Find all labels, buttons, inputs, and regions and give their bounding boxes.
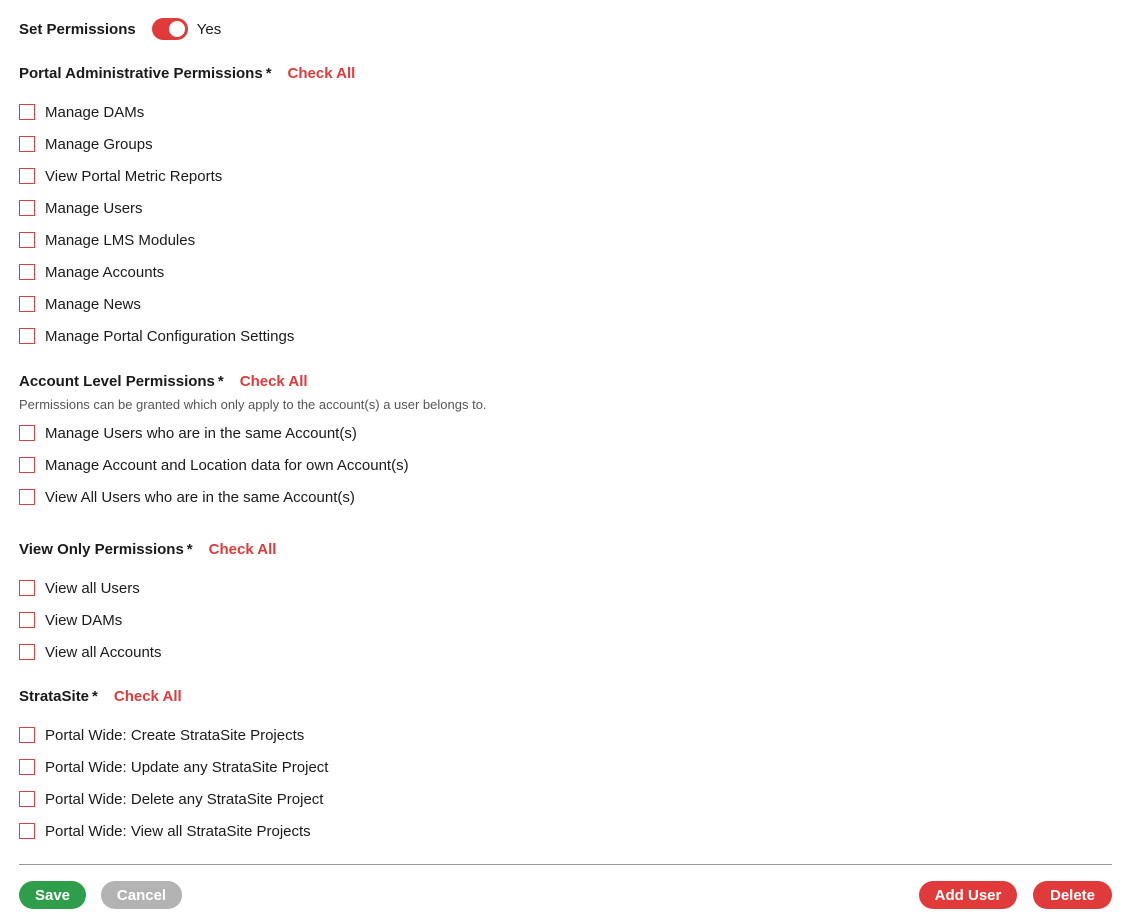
permission-item[interactable]: Manage Account and Location data for own Account(s) [19,449,487,481]
section-description: Permissions can be granted which only apply to the account(s) a user belongs to. [19,397,487,412]
section-title: StrataSite * [19,687,98,705]
permission-item[interactable]: View Portal Metric Reports [19,160,355,192]
set-permissions-label: Set Permissions [19,20,136,38]
checkbox[interactable] [19,644,35,660]
checkbox[interactable] [19,328,35,344]
set-permissions-toggle[interactable] [152,18,188,40]
checkbox[interactable] [19,791,35,807]
section-view-only [19,539,276,668]
checkbox[interactable] [19,296,35,312]
section-account-level [19,371,487,513]
checkbox[interactable] [19,759,35,775]
permission-item[interactable]: Portal Wide: Update any StrataSite Project [19,751,328,783]
footer-divider [19,864,1112,865]
permission-item[interactable]: Manage News [19,288,355,320]
checkbox[interactable] [19,168,35,184]
section-portal-admin [19,63,355,352]
delete-button[interactable]: Delete [1033,881,1112,909]
checkbox[interactable] [19,136,35,152]
add-user-button[interactable]: Add User [919,881,1017,909]
permission-item[interactable]: Manage Accounts [19,256,355,288]
checkbox[interactable] [19,823,35,839]
set-permissions-row [19,17,221,41]
checkbox[interactable] [19,457,35,473]
checkbox[interactable] [19,232,35,248]
permission-item[interactable]: View All Users who are in the same Account(s) [19,481,487,513]
checkbox[interactable] [19,200,35,216]
checkbox[interactable] [19,104,35,120]
save-button[interactable]: Save [19,881,86,909]
section-title: View Only Permissions * [19,540,193,558]
checkbox[interactable] [19,612,35,628]
check-all-link[interactable]: Check All [239,372,308,390]
permission-item[interactable]: Portal Wide: Create StrataSite Projects [19,719,328,751]
checkbox[interactable] [19,580,35,596]
permission-item[interactable]: Manage Portal Configuration Settings [19,320,355,352]
section-stratasite [19,686,328,847]
permission-item[interactable]: View all Users [19,572,276,604]
check-all-link[interactable]: Check All [287,64,356,82]
permission-item[interactable]: Portal Wide: Delete any StrataSite Project [19,783,328,815]
permission-item[interactable]: Manage DAMs [19,96,355,128]
check-all-link[interactable]: Check All [113,687,182,705]
checkbox[interactable] [19,489,35,505]
permission-item[interactable]: Manage Users [19,192,355,224]
section-title: Portal Administrative Permissions * [19,64,272,82]
permission-item[interactable]: View DAMs [19,604,276,636]
permission-item[interactable]: Portal Wide: View all StrataSite Projects [19,815,328,847]
checkbox[interactable] [19,727,35,743]
cancel-button[interactable]: Cancel [101,881,182,909]
permission-item[interactable]: Manage LMS Modules [19,224,355,256]
permission-item[interactable]: Manage Groups [19,128,355,160]
permission-item[interactable]: Manage Users who are in the same Account(s) [19,417,487,449]
checkbox[interactable] [19,264,35,280]
toggle-knob [169,21,185,37]
check-all-link[interactable]: Check All [208,540,277,558]
checkbox[interactable] [19,425,35,441]
section-title: Account Level Permissions * [19,372,224,390]
permission-item[interactable]: View all Accounts [19,636,276,668]
set-permissions-value: Yes [196,20,222,38]
